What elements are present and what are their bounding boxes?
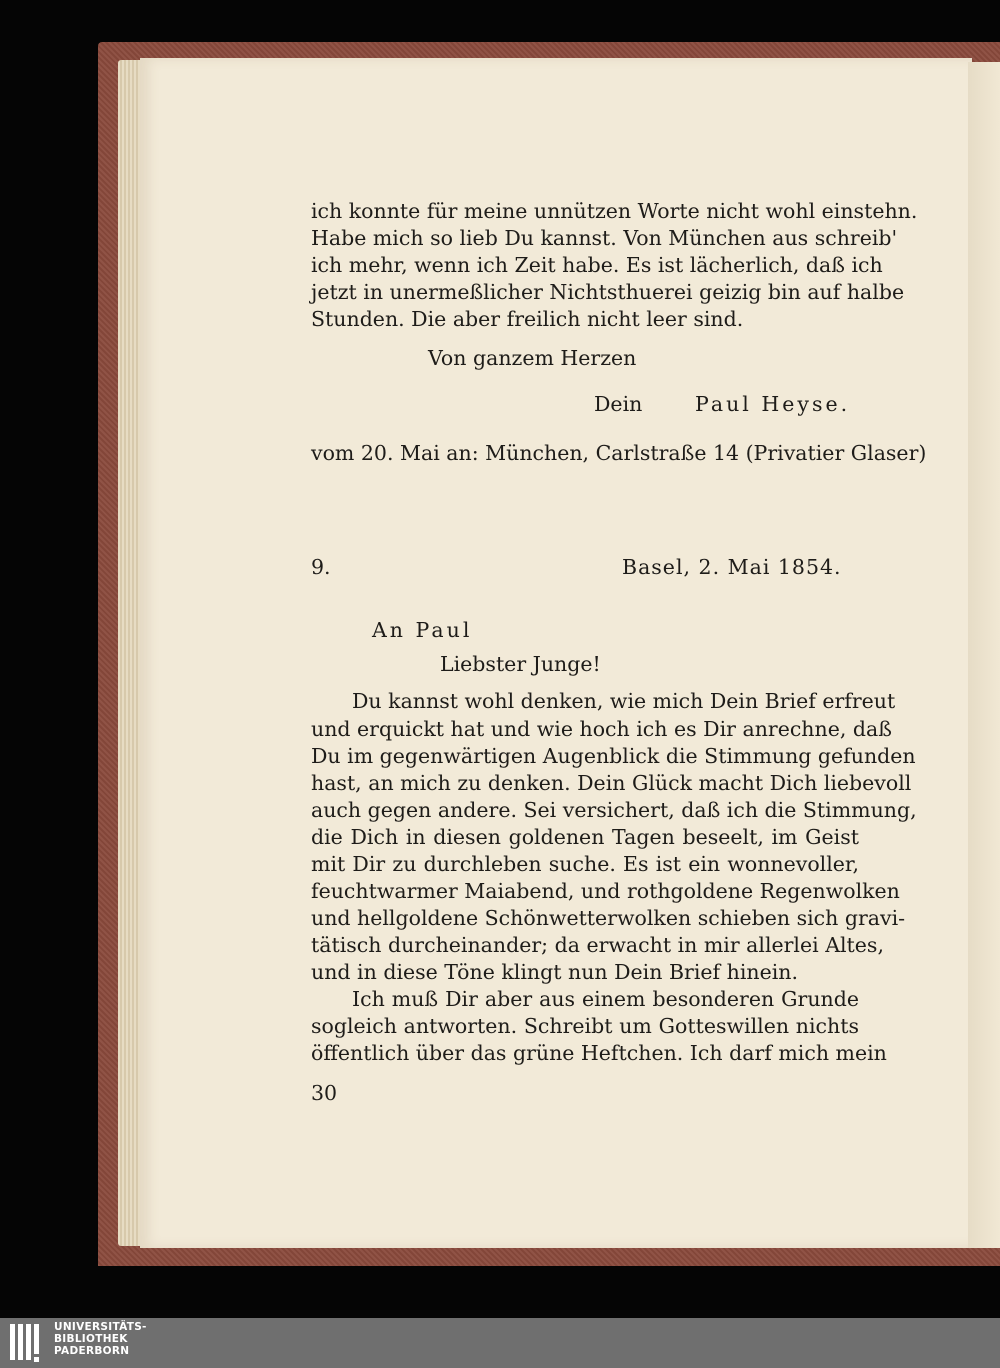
text-line: feuchtwarmer Maiabend, und rothgoldene Regenwolken — [311, 879, 900, 903]
text-line: öffentlich über das grüne Heftchen. Ich darf mich mein — [311, 1041, 887, 1065]
text-line: und in diese Töne klingt nun Dein Brief hinein. — [311, 960, 798, 984]
signature-word: Dein — [594, 392, 643, 416]
text-line: und erquickt hat und wie hoch ich es Dir anrechne, daß — [311, 717, 892, 741]
text-line: Du im gegenwärtigen Augenblick die Stimmung gefunden — [311, 744, 916, 768]
signature-name: Paul Heyse. — [695, 392, 851, 416]
text-line: ich mehr, wenn ich Zeit habe. Es ist lächerlich, daß ich — [311, 253, 883, 277]
closing-phrase: Von ganzem Herzen — [428, 346, 637, 370]
text-line: Habe mich so lieb Du kannst. Von München aus schreib' — [311, 226, 898, 250]
text-line: tätisch durcheinander; da erwacht in mir allerlei Altes, — [311, 933, 884, 957]
footer-bar — [0, 1318, 1000, 1368]
text-line: die Dich in diesen goldenen Tagen beseelt, im Geist — [311, 825, 859, 849]
text-line: und hellgoldene Schönwetterwolken schieben sich gravi- — [311, 906, 906, 930]
page-number: 30 — [311, 1081, 338, 1105]
text-line: auch gegen andere. Sei versichert, daß ich die Stimmung, — [311, 798, 917, 822]
salutation: Liebster Junge! — [440, 652, 601, 676]
text-line: mit Dir zu durchleben suche. Es ist ein wonnevoller, — [311, 852, 859, 876]
library-name-line: UNIVERSITÄTS- — [54, 1321, 147, 1333]
letter-number: 9. — [311, 555, 331, 579]
library-name-line: BIBLIOTHEK — [54, 1333, 128, 1345]
text-line: ich konnte für meine unnützen Worte nicht wohl einstehn. — [311, 199, 918, 223]
salutation-recipient: An Paul — [372, 618, 473, 642]
library-name — [54, 1321, 147, 1357]
text-line: hast, an mich zu denken. Dein Glück macht Dich liebevoll — [311, 771, 912, 795]
text-line: Ich muß Dir aber aus einem besonderen Grunde — [352, 987, 859, 1011]
text-line: sogleich antworten. Schreibt um Gotteswillen nichts — [311, 1014, 859, 1038]
library-logo-icon — [8, 1322, 44, 1364]
library-name-line: PADERBORN — [54, 1345, 130, 1357]
text-line: jetzt in unermeßlicher Nichtsthuerei geizig bin auf halbe — [311, 280, 905, 304]
text-line: Du kannst wohl denken, wie mich Dein Brief erfreut — [352, 689, 896, 713]
place-date: Basel, 2. Mai 1854. — [622, 555, 842, 579]
facing-page-edge — [968, 62, 1000, 1248]
text-line: Stunden. Die aber freilich nicht leer sind. — [311, 307, 744, 331]
address-line: vom 20. Mai an: München, Carlstraße 14 (Privatier Glaser) — [311, 441, 927, 465]
